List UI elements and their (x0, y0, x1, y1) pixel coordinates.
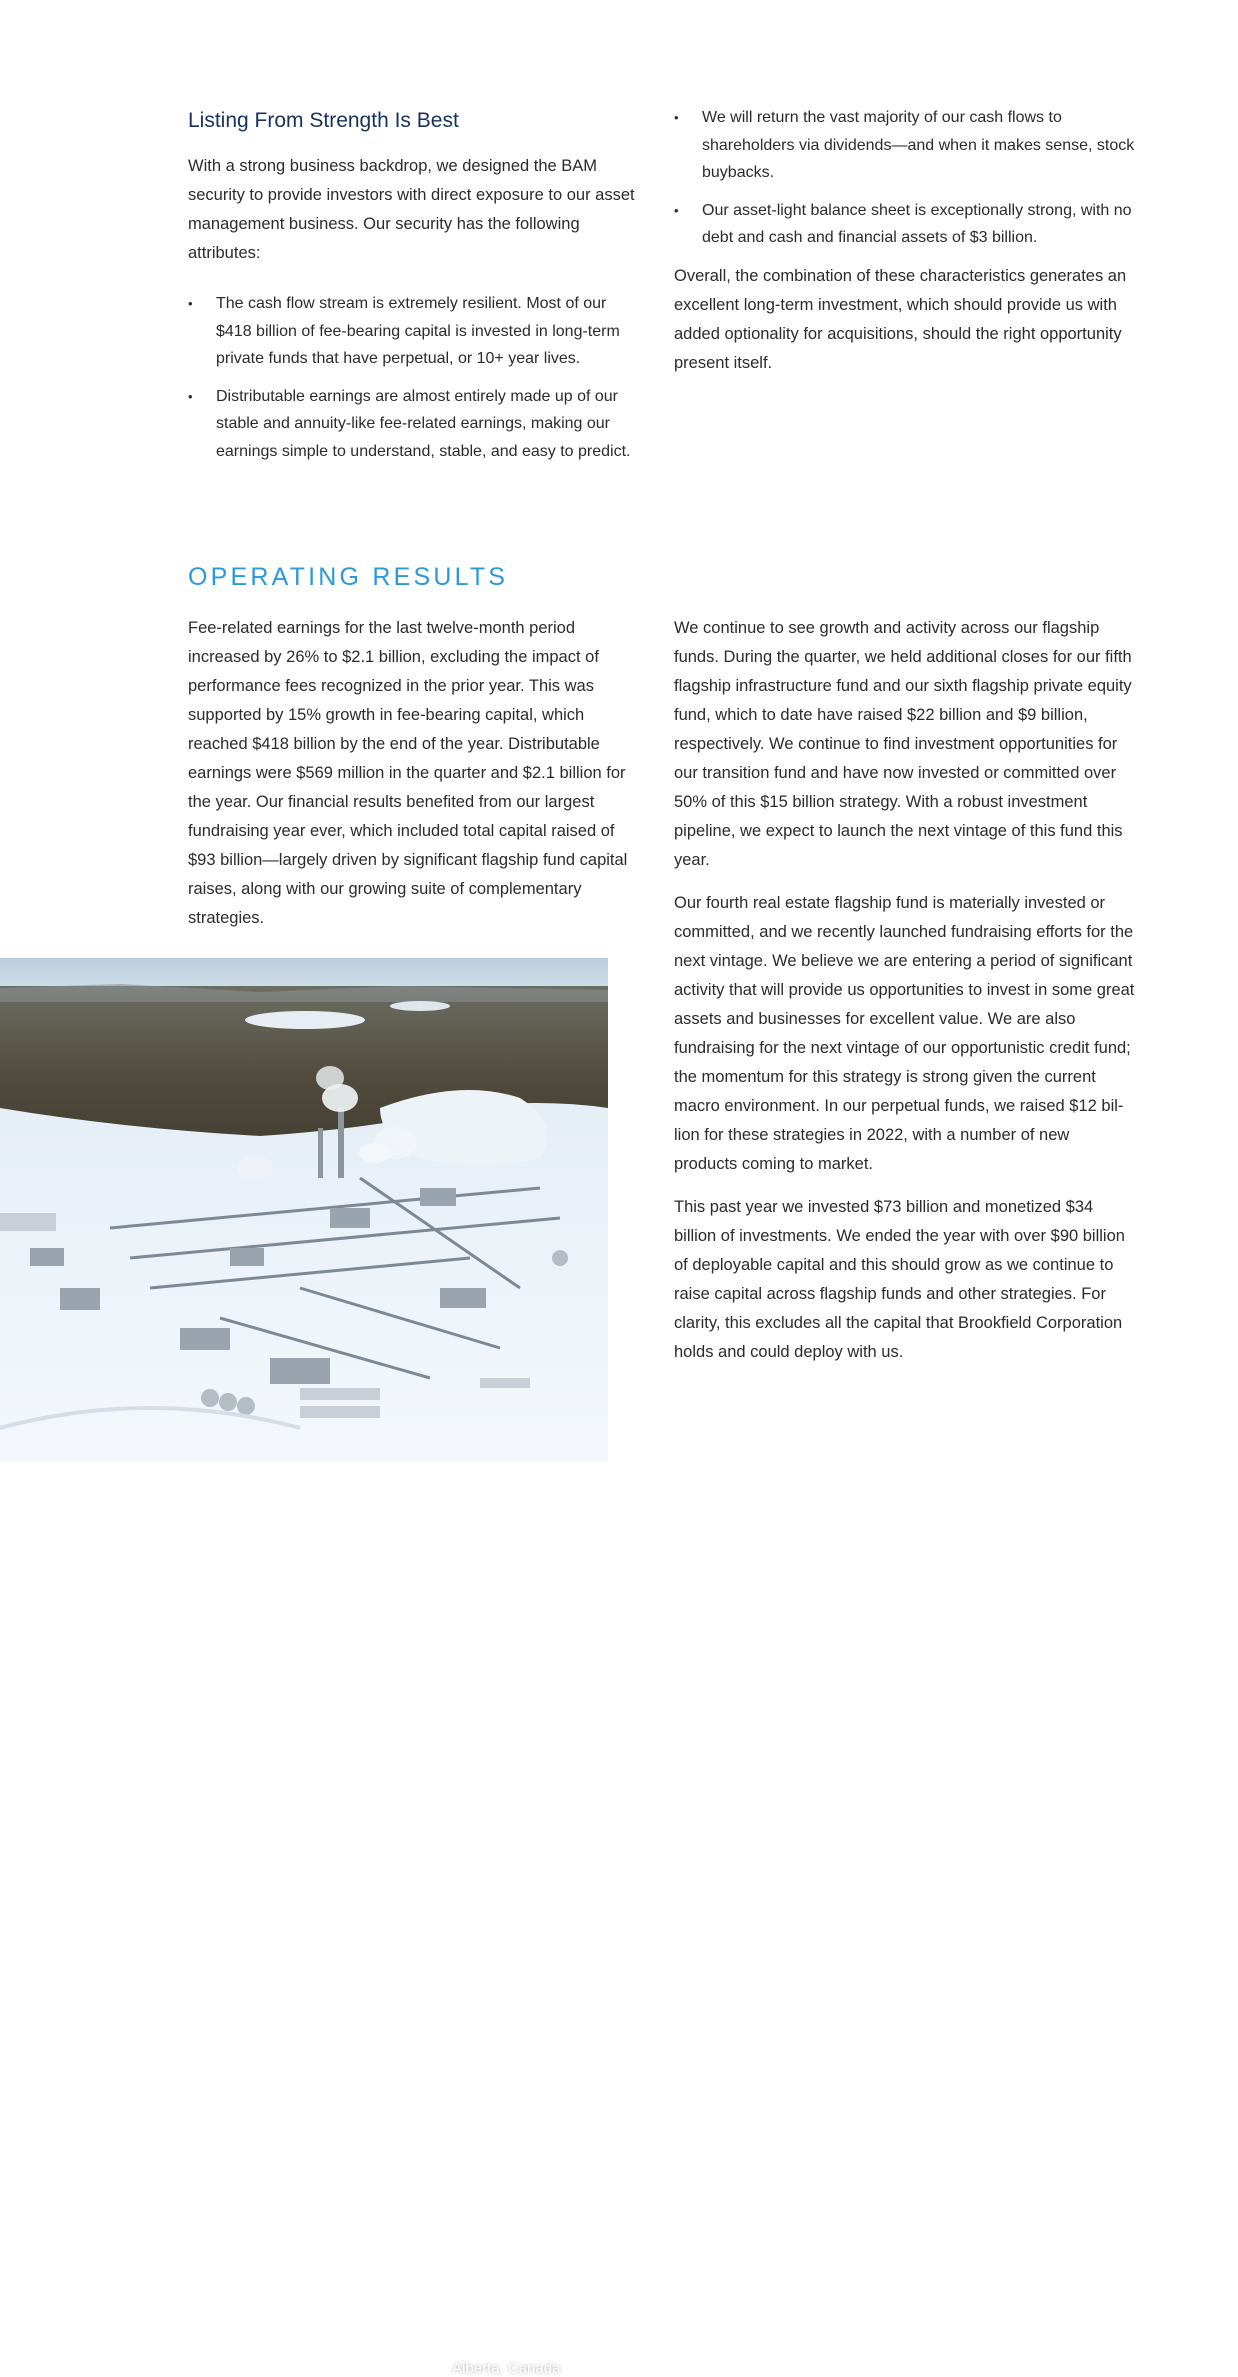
section-title: OPERATING RESULTS (188, 563, 509, 591)
facility-illustration (0, 958, 608, 1462)
bullet-icon: • (188, 296, 193, 311)
list-item: • We will return the vast majority of our cash flows to shareholders via dividends—and when it makes sense, stock buybacks. (674, 104, 1136, 187)
attributes-list-left (188, 290, 638, 465)
operating-paragraph: Fee-related earnings for the last twelve-month period increased by 26% to $2.1 billion, excluding the impact of performance fees recognized in the prior year. This was supported by 15% growth in fee-bearing capital, which reached $418 billion by the end of the year. Distributable earnings were $569 million in the quarter and $2.1 billion for the year. Our financial results benefited from our largest fundraising year ever, which included total capital raised of $93 billion—largely driven by significant flagship fund capital raises, along with our growing suite of complementary strategies. (188, 619, 628, 927)
operating-paragraph: Our fourth real estate flagship fund is materially invested or committed, and we recently launched fundraising efforts for the next vintage. We believe we are entering a period of significant activity that will provide us opportunities to invest in some great assets and businesses for excellent value. We are also fundraising for the next vintage of our opportunistic credit fund; the momentum for this strategy is strong given the current macro environment. In our perpetual funds, we raised $12 billion for these strategies in 2022, with a number of new products coming to market. (674, 894, 1135, 1173)
listing-conclusion: Overall, the combination of these characteristics generates an excellent long-term investment, which should provide us with added optionality for acquisitions, should the right opportunity present itself. (674, 266, 1127, 372)
facility-photo (0, 958, 608, 2377)
bullet-icon: • (188, 388, 193, 404)
list-item: • Distributable earnings are almost entirely made up of our stable and annuity-like fee-related earnings, making our earnings simple to understand, stable, and easy to predict. (188, 383, 638, 466)
operating-paragraph: We continue to see growth and activity across our flagship funds. During the quarter, we held additional closes for our fifth flagship infrastructure fund and our sixth flagship private equity fund, which to date have raised $22 billion and $9 billion, respectively. We continue to find investment opportunities for our transition fund and have now invested or committed over 50% of this $15 billion strategy. With a robust investment pipeline, we expect to launch the next vintage of this fund this year. (674, 619, 1132, 869)
listing-heading: Listing From Strength Is Best (188, 109, 459, 132)
operating-paragraph: This past year we invested $73 billion and monetized $34 billion of investments. We ended the year with over $90 billion of deployable capital and this should grow as we continue to raise capital across flagship funds and other strategies. For clarity, this excludes all the capital that Brookfield Corporation holds and could deploy with us. (674, 1198, 1125, 1361)
list-item: • Our asset-light balance sheet is exceptionally strong, with no debt and cash and financial assets of $3 billion. (674, 197, 1136, 252)
operating-right-column (674, 614, 1136, 1381)
listing-right-column (674, 104, 1136, 392)
bullet-icon: • (674, 110, 679, 125)
list-item: • The cash flow stream is extremely resilient. Most of our $418 billion of fee-bearing capital is invested in long-term private funds that have perpetual, or 10+ year lives. (188, 290, 638, 373)
listing-intro: With a strong business backdrop, we designed the BAM security to provide investors with direct exposure to our asset management business. Our security has the following attributes: (188, 157, 635, 262)
bullet-icon: • (674, 202, 679, 218)
attributes-list-right (674, 104, 1136, 252)
operating-left-column (188, 614, 638, 947)
photo-caption: Alberta, Canada (452, 2360, 561, 2377)
listing-left-column (188, 104, 638, 475)
